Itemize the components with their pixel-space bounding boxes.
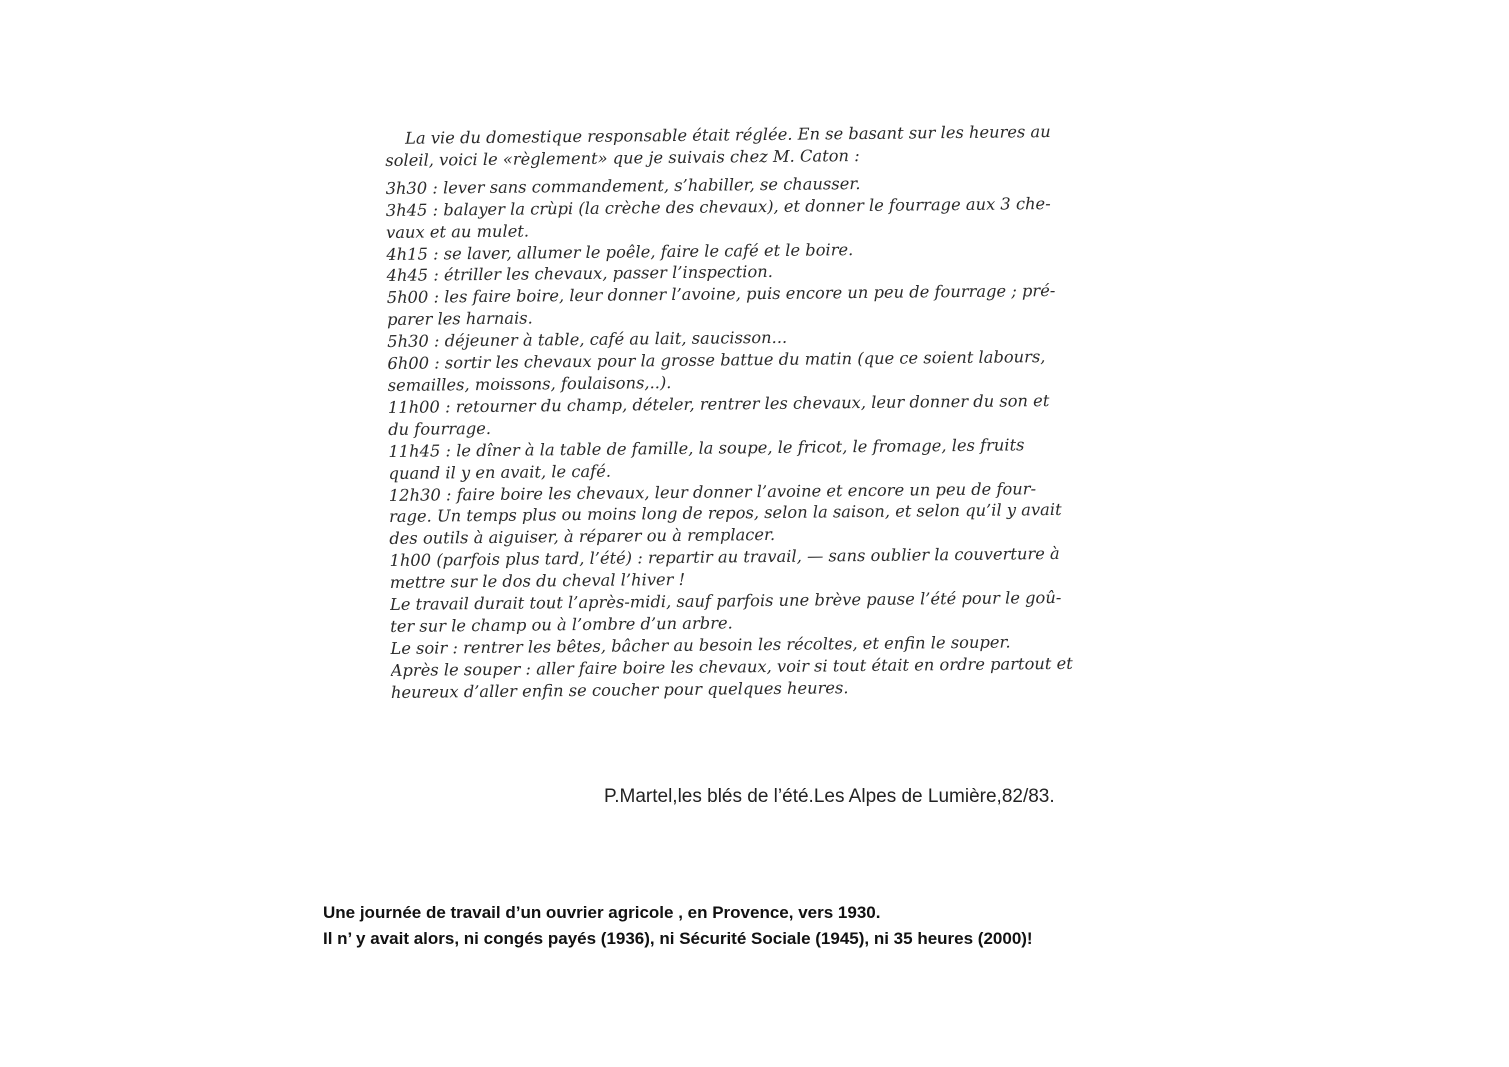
schedule-line: 5h30 : déjeuner à table, café au lait, saucisson... [387,327,788,352]
source-citation: P.Martel,les blés de l’été.Les Alpes de Lumière,82/83. [604,786,1055,807]
caption-title: Une journée de travail d’un ouvrier agricole , en Provence, vers 1930. [323,903,881,922]
schedule-line: 11h45 : le dîner à la table de famille, la soupe, le fricot, le fromage, les fruits [388,435,1025,461]
schedule-line: 3h45 : balayer la crùpi (la crèche des chevaux), et donner le fourrage aux 3 che- [385,193,1051,220]
schedule-line: 6h00 : sortir les chevaux pour la grosse battue du matin (que ce soient labours, [387,347,1046,374]
schedule-line: 4h45 : étriller les chevaux, passer l’inspection. [386,262,774,286]
schedule-line: 4h15 : se laver, allumer le poêle, faire le café et le boire. [386,239,854,264]
schedule-line: 3h30 : lever sans commandement, s’habiller, se chausser. [385,173,861,198]
scanned-excerpt [385,120,1121,708]
schedule-line: des outils à aiguiser, à réparer ou à remplacer. [389,525,776,549]
schedule-line: quand il y en avait, le café. [388,461,612,483]
schedule-line: Le travail durait tout l’après-midi, sauf parfois une brève pause l’été pour le goû- [389,587,1062,615]
schedule-line: vaux et au mulet. [385,221,530,242]
schedule-line: 11h00 : retourner du champ, dételer, rentrer les chevaux, leur donner du son et [387,390,1050,417]
schedule-line: 5h00 : les faire boire, leur donner l’avoine, puis encore un peu de fourrage ; pré- [386,281,1056,308]
schedule-line: mettre sur le dos du cheval l’hiver ! [389,570,686,593]
schedule-line: parer les harnais. [386,308,533,330]
intro-line: soleil, voici le «règlement» que je suivais chez M. Caton : [385,145,860,170]
schedule-line: du fourrage. [388,418,492,439]
page-caption [323,900,1033,952]
schedule-line: heureux d’aller enfin se coucher pour quelques heures. [390,677,849,702]
intro-line: La vie du domestique responsable était réglée. En se basant sur les heures au [405,122,1051,148]
schedule-line: semailles, moissons, foulaisons,..). [387,372,672,395]
schedule-list [386,170,1121,703]
caption-note: Il n’ y avait alors, ni congés payés (1936), ni Sécurité Sociale (1945), ni 35 heures (2000)! [323,929,1033,948]
schedule-line: rage. Un temps plus ou moins long de repos, selon la saison, et selon qu’il y avait [388,500,1062,527]
excerpt-intro [385,120,1115,171]
schedule-line: Le soir : rentrer les bêtes, bâcher au besoin les récoltes, et enfin le souper. [390,632,1011,658]
schedule-line: 12h30 : faire boire les chevaux, leur donner l’avoine et encore un peu de four- [388,478,1037,505]
schedule-line: Après le souper : aller faire boire les chevaux, voir si tout était en ordre partout et [390,653,1073,680]
schedule-line: ter sur le champ ou à l’ombre d’un arbre. [390,613,733,636]
schedule-line: 1h00 (parfois plus tard, l’été) : repartir au travail, — sans oublier la couverture à [389,544,1060,571]
